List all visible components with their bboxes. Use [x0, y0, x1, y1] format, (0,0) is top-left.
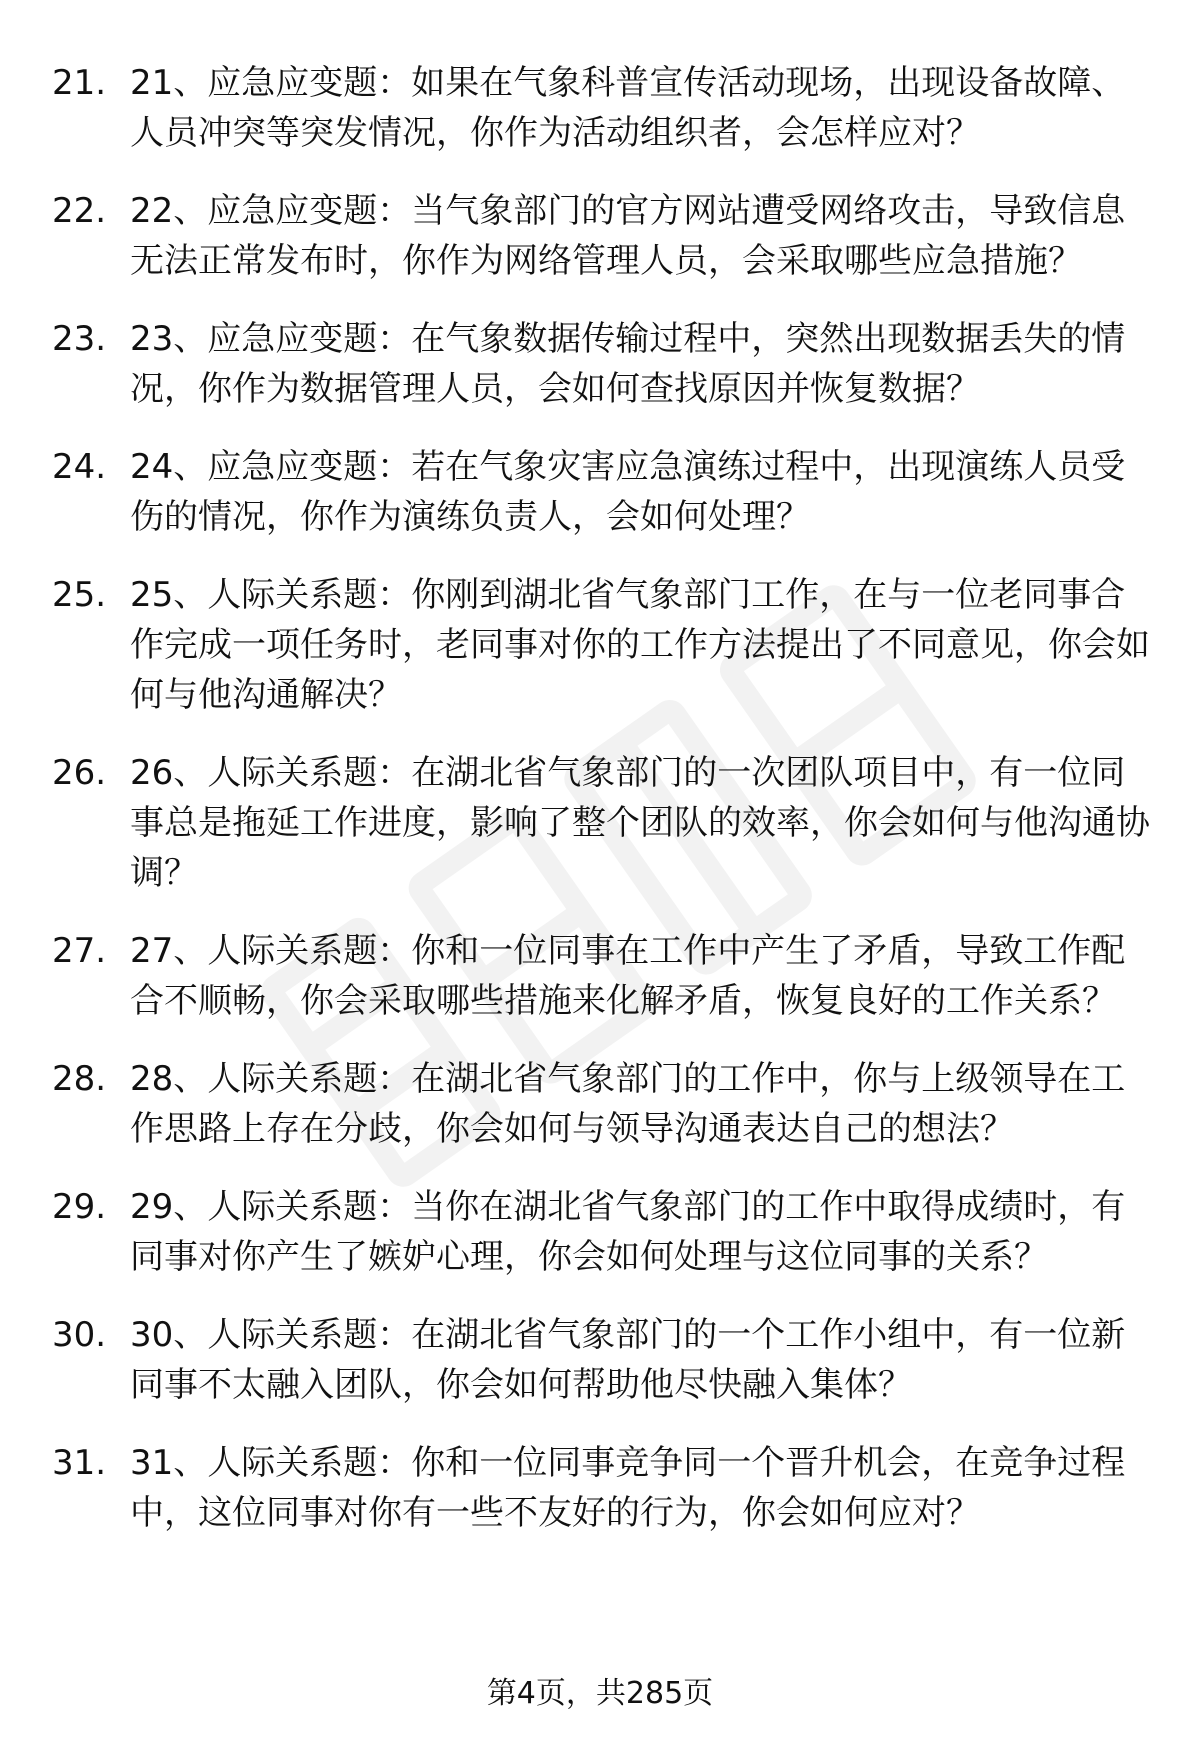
- question-number: 28.: [52, 1059, 107, 1099]
- page-footer: [0, 1672, 1200, 1716]
- question-text: 31、人际关系题：你和一位同事竞争同一个晋升机会，在竞争过程中，这位同事对你有一些不友好的行为，你会如何应对？: [130, 1443, 1126, 1533]
- question-text: 25、人际关系题：你刚到湖北省气象部门工作，在与一位老同事合作完成一项任务时，老同事对你的工作方法提出了不同意见，你会如何与他沟通解决？: [130, 575, 1150, 715]
- list-item: [0, 186, 1200, 286]
- question-number: 30.: [52, 1315, 107, 1355]
- page-number-label: 第4页，共285页: [486, 1676, 714, 1711]
- question-text: 22、应急应变题：当气象部门的官方网站遭受网络攻击，导致信息无法正常发布时，你作为网络管理人员，会采取哪些应急措施？: [130, 191, 1126, 281]
- question-number: 24.: [52, 447, 107, 487]
- question-text: 30、人际关系题：在湖北省气象部门的一个工作小组中，有一位新同事不太融入团队，你会如何帮助他尽快融入集体？: [130, 1315, 1126, 1405]
- question-number: 23.: [52, 319, 107, 359]
- list-item: [0, 1054, 1200, 1154]
- list-item: [0, 1310, 1200, 1410]
- question-number: 22.: [52, 191, 107, 231]
- question-text: 24、应急应变题：若在气象灾害应急演练过程中，出现演练人员受伤的情况，你作为演练负责人，会如何处理？: [130, 447, 1126, 537]
- list-item: [0, 1182, 1200, 1282]
- question-number: 26.: [52, 753, 107, 793]
- question-text: 28、人际关系题：在湖北省气象部门的工作中，你与上级领导在工作思路上存在分歧，你会如何与领导沟通表达自己的想法？: [130, 1059, 1126, 1149]
- list-item: [0, 748, 1200, 898]
- question-text: 27、人际关系题：你和一位同事在工作中产生了矛盾，导致工作配合不顺畅，你会采取哪些措施来化解矛盾，恢复良好的工作关系？: [130, 931, 1126, 1021]
- question-text: 26、人际关系题：在湖北省气象部门的一次团队项目中，有一位同事总是拖延工作进度，影响了整个团队的效率，你会如何与他沟通协调？: [130, 753, 1150, 893]
- question-list: [0, 58, 1200, 1566]
- question-text: 23、应急应变题：在气象数据传输过程中，突然出现数据丢失的情况，你作为数据管理人员，会如何查找原因并恢复数据？: [130, 319, 1126, 409]
- list-item: [0, 58, 1200, 158]
- list-item: [0, 314, 1200, 414]
- question-number: 29.: [52, 1187, 107, 1227]
- question-text: 21、应急应变题：如果在气象科普宣传活动现场，出现设备故障、人员冲突等突发情况，你作为活动组织者，会怎样应对？: [130, 63, 1126, 153]
- question-text: 29、人际关系题：当你在湖北省气象部门的工作中取得成绩时，有同事对你产生了嫉妒心理，你会如何处理与这位同事的关系？: [130, 1187, 1126, 1277]
- question-number: 21.: [52, 63, 107, 103]
- question-number: 31.: [52, 1443, 107, 1483]
- list-item: [0, 570, 1200, 720]
- list-item: [0, 926, 1200, 1026]
- question-number: 25.: [52, 575, 107, 615]
- list-item: [0, 1438, 1200, 1538]
- list-item: [0, 442, 1200, 542]
- question-number: 27.: [52, 931, 107, 971]
